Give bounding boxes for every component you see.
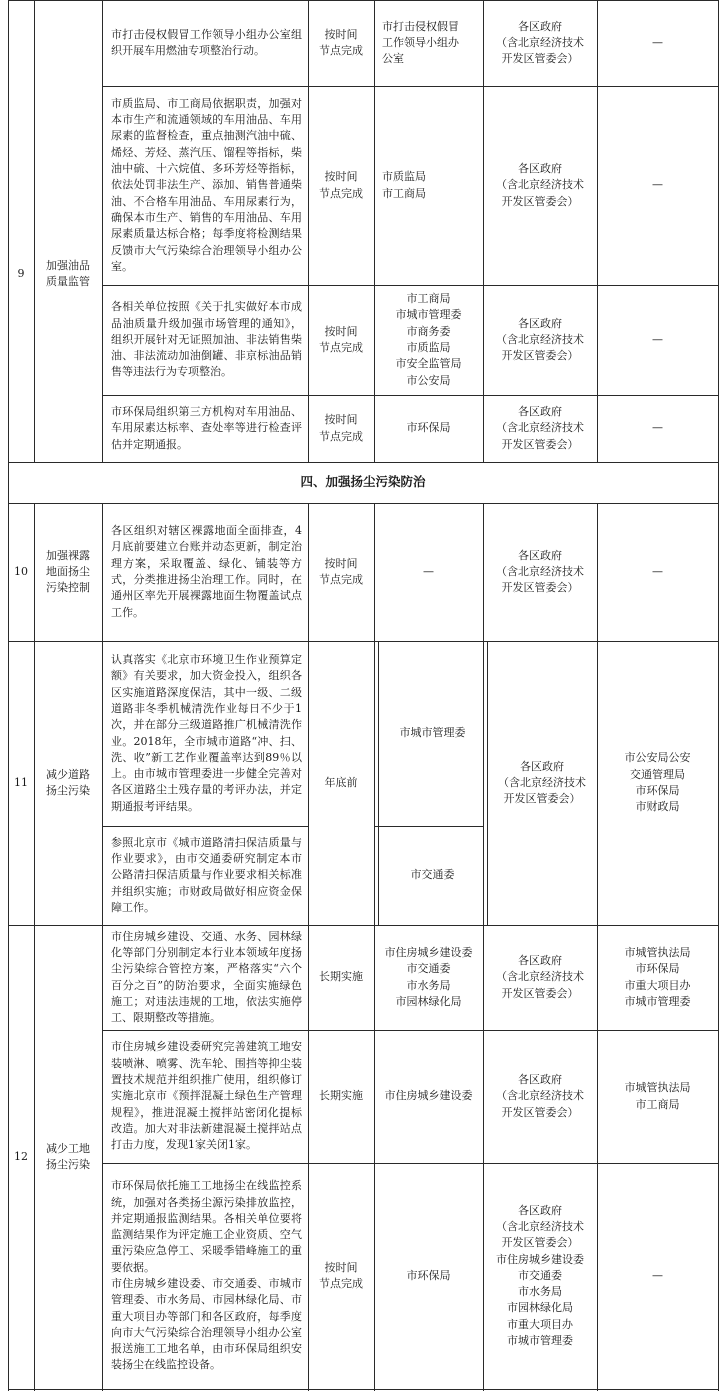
cell-time: 按时间 节点完成	[319, 27, 363, 57]
cell-lead: 市环保局	[406, 1268, 451, 1282]
cell-resp: 各区政府 （含北京经济技术 开发区管委会）	[496, 316, 584, 363]
cell-lead: 市住房城乡建设委 市交通委 市水务局 市园林绿化局	[384, 945, 473, 1008]
cell-lead: 市打击侵权假冒 工作领导小组办 公室	[382, 19, 459, 66]
cell-content: 各相关单位按照《关于扎实做好本市成品油质量升级加强市场管理的通知》，组织开展针对无证照加油、非法销售柴油、非法流动加油倒罐、非京标油品销售等违法行为专项整治。	[111, 300, 302, 379]
cell-resp: 各区政府 （含北京经济技术 开发区管委会）	[496, 19, 584, 66]
cell-coop: 市公安局公安 交通管理局 市环保局 市财政局	[624, 751, 691, 814]
cell-coop: —	[652, 178, 663, 192]
cell-content: 参照北京市《城市道路清扫保洁质量与作业要求》，由市交通委研究制定本市公路清扫保洁质量与作业要求相关标准并组织实施；市财政局做好相应资金保障工作。	[111, 835, 302, 914]
cell-time: 按时间 节点完成	[319, 324, 363, 354]
cell-resp: 各区政府 （含北京经济技术 开发区管委会）	[496, 954, 584, 1000]
cell-coop: 市城管执法局 市工商局	[624, 1081, 691, 1111]
cell-lead: 市环保局	[406, 421, 451, 435]
cell-coop: —	[652, 1268, 663, 1282]
cell-coop: —	[652, 421, 663, 435]
cell-lead: 市工商局 市城市管理委 市商务委 市质监局 市安全监管局 市公安局	[395, 292, 462, 387]
cell-resp: 各区政府 （含北京经济技术 开发区管委会）	[496, 548, 584, 595]
cell-coop: —	[652, 35, 663, 49]
cell-resp: 各区政府 （含北京经济技术 开发区管委会）	[498, 759, 586, 806]
cell-task: 减少道路 扬尘污染	[46, 767, 90, 797]
cell-content: 认真落实《北京市环境卫生作业预算定额》有关要求，加大资金投入，组织各区实施道路深度保洁，其中一级、二级道路非冬季机械清洗作业每日不少于1次，并在部分三级道路推广机械清洗作业。2018年，全市城市道路“冲、扫、洗、收”新工艺作业覆盖率达到89％以上。由市城市管理委进一步健全完善对各区道路尘土残存量的考评办法，并定期通报考评结果。	[111, 653, 302, 813]
cell-content: 市住房城乡建设、交通、水务、园林绿化等部门分别制定本行业本领域年度扬尘污染综合管控方案，严格落实“六个百分之百”的防治要求，全面实施绿色施工；对违法违规的工地，依法实施停工、限期整改等措施。	[111, 929, 302, 1025]
cell-resp: 各区政府 （含北京经济技术 开发区管委会）	[496, 1073, 584, 1119]
cell-task: 加强油品 质量监管	[46, 258, 90, 288]
cell-resp: 各区政府 （含北京经济技术 开发区管委会）	[496, 405, 584, 451]
cell-content: 市质监局、市工商局依据职责，加强对本市生产和流通领域的车用油品、车用尿素的监督检查，重点抽测汽油中硫、烯烃、芳烃、蒸汽压、馏程等指标，柴油中硫、十六烷值、多环芳烃等指标，依法处罚非法生产、添加、销售普通柴油、不合格车用油品、车用尿素行为，确保本市生产、销售的车用油品、车用尿素质量达标合格；每季度将检测结果反馈市大气污染综合治理领导小组办公室。	[111, 96, 302, 273]
cell-coop: 市城管执法局 市环保局 市重大项目办 市城市管理委	[624, 945, 691, 1008]
cell-task: 加强裸露 地面扬尘 污染控制	[46, 548, 90, 595]
cell-row-number: 10	[14, 564, 28, 578]
cell-content: 各区组织对辖区裸露地面全面排查，4月底前要建立台账并动态更新，制定治理方案，采取覆盖、绿化、铺装等方式，分类推进扬尘治理工作。同时，在通州区率先开展裸露地面生物覆盖试点工作。	[111, 524, 302, 619]
cell-resp: 各区政府 （含北京经济技术 开发区管委会）	[496, 162, 584, 208]
cell-content: 市住房城乡建设委研究完善建筑工地安装喷淋、喷雾、洗车轮、围挡等抑尘装置技术规范并组织推广使用，组织修订实施北京市《预拌混凝土绿色生产管理规程》，推进混凝土搅拌站密闭化提标改造。加大对非法新建混凝土搅拌站点打击力度，发现1家关闭1家。	[111, 1040, 302, 1152]
cell-time: 按时间 节点完成	[319, 413, 363, 443]
cell-time: 年底前	[324, 775, 358, 789]
cell-lead: 市城市管理委	[399, 726, 466, 740]
cell-content: 市环保局组织第三方机构对车用油品、车用尿素达标率、查处率等进行检查评估并定期通报。	[111, 405, 302, 451]
cell-lead: 市交通委	[410, 868, 455, 882]
cell-content: 市环保局依托施工工地扬尘在线监控系统，加强对各类扬尘源污染排放监控，并定期通报监测结果。各相关单位要将监测结果作为评定施工企业资质、空气重污染应急停工、采暖季错峰施工的重要依据。 市住房城乡建设委、市交通委、市城市管理委、市水务局、市园林绿化局、市重大项目办等部门和各区政府，每季度向市大气污染综合治理领导小组办公室报送施工工地名单，由市环保局组织安装扬尘在线监控设备。	[111, 1179, 302, 1372]
section-heading: 四、加强扬尘污染防治	[300, 474, 426, 490]
cell-coop: —	[652, 332, 663, 346]
cell-task: 减少工地 扬尘污染	[46, 1141, 90, 1171]
cell-lead: 市质监局 市工商局	[382, 170, 426, 200]
cell-time: 按时间 节点完成	[319, 1260, 363, 1290]
cell-coop: —	[652, 564, 663, 578]
cell-resp: 各区政府 （含北京经济技术 开发区管委会） 市住房城乡建设委 市交通委 市水务局 市园林绿化局 市重大项目办 市城市管理委	[496, 1203, 584, 1348]
cell-lead: 市住房城乡建设委	[384, 1089, 473, 1103]
cell-time: 长期实施	[319, 970, 363, 984]
cell-row-number: 12	[14, 1149, 28, 1163]
cell-time: 按时间 节点完成	[319, 556, 363, 586]
cell-time: 长期实施	[319, 1089, 363, 1103]
cell-row-number: 11	[14, 775, 28, 789]
cell-time: 按时间 节点完成	[319, 170, 363, 200]
cell-row-number: 9	[17, 266, 25, 280]
cell-lead: —	[423, 564, 434, 578]
cell-content: 市打击侵权假冒工作领导小组办公室组织开展车用燃油专项整治行动。	[111, 27, 302, 57]
